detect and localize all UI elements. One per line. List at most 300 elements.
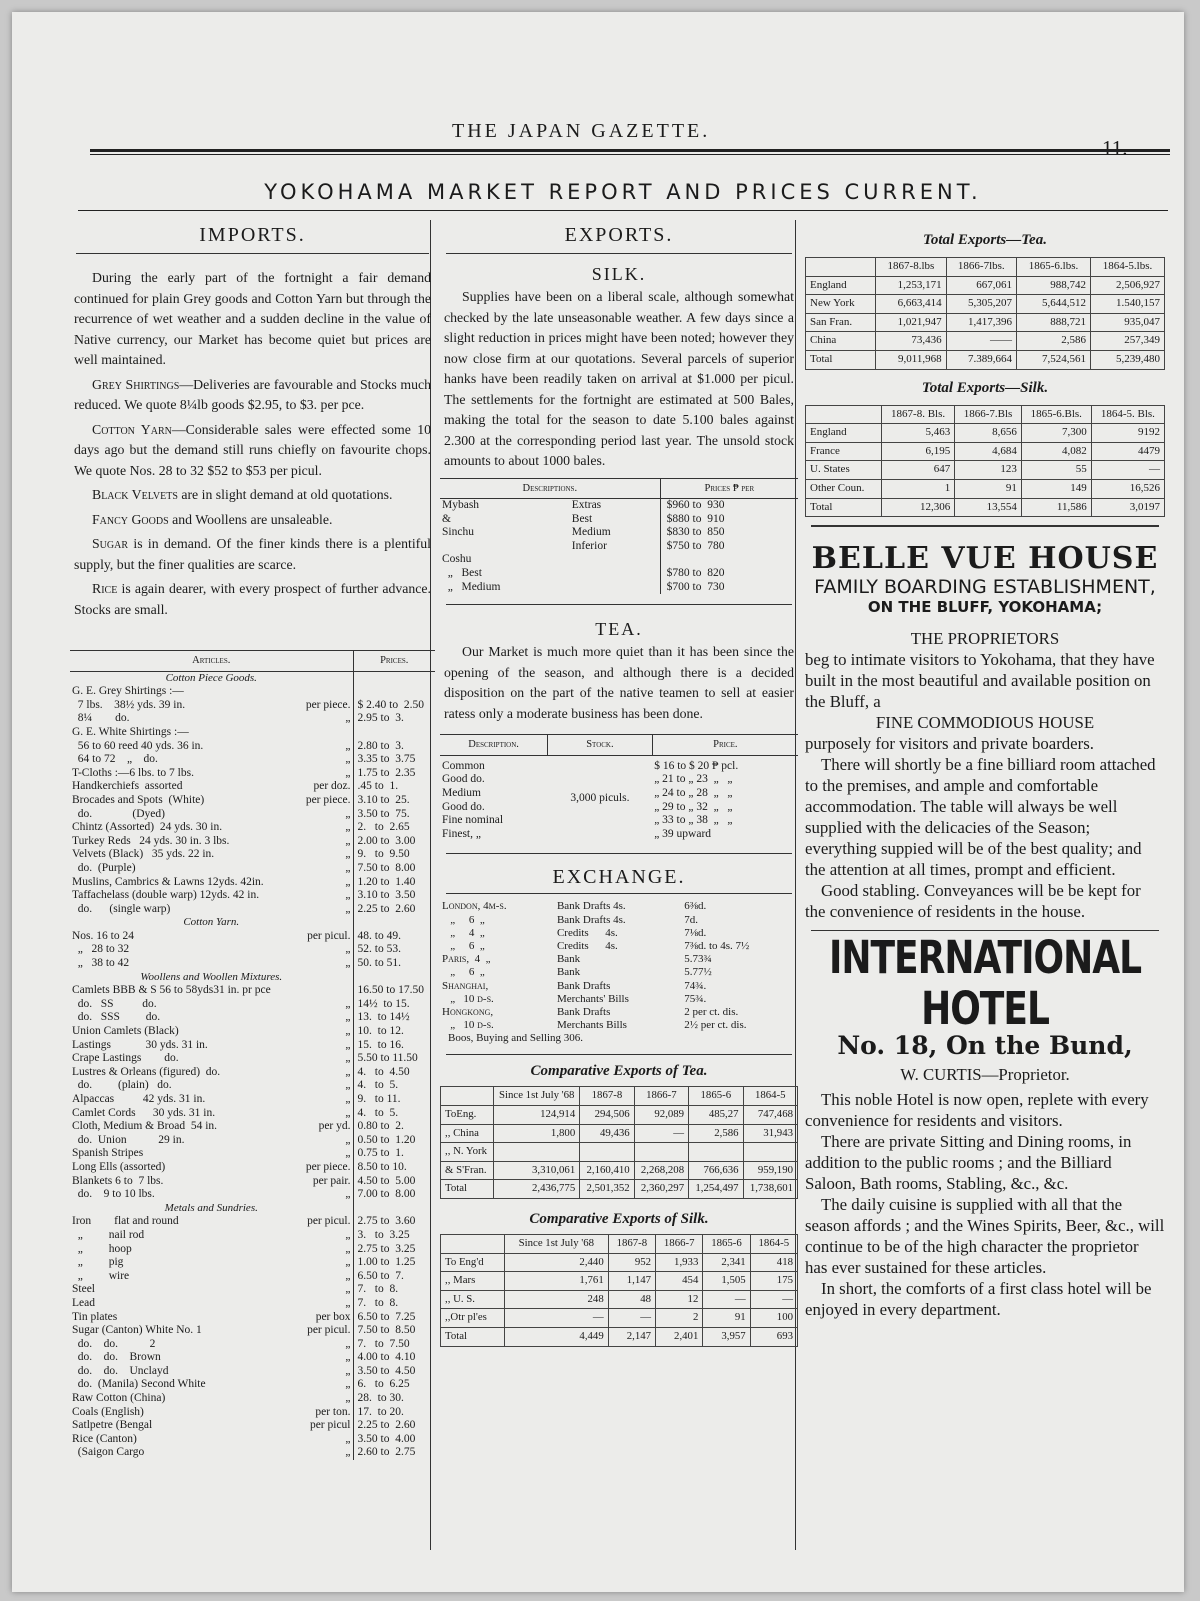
article-unit: „ — [345, 997, 351, 1010]
total-tea-cell: 7,524,561 — [1017, 350, 1091, 369]
article-price: 7.50 to 8.50 — [353, 1324, 435, 1338]
silk-grade: Coshu — [442, 553, 472, 566]
comp-tea-title: Comparative Exports of Tea. — [530, 1063, 708, 1080]
comp-tea-cell: 485,27 — [689, 1106, 743, 1125]
comp-silk-cell: 2,147 — [608, 1327, 655, 1346]
article-name: Satlpetre (Bengal — [72, 1419, 153, 1432]
exchange-rate: 2 per ct. dis. — [684, 1006, 739, 1019]
comp-tea-cell: 2,360,297 — [634, 1180, 688, 1199]
comp-tea-cell: 2,586 — [689, 1124, 743, 1143]
exchange-table — [440, 900, 798, 1032]
imports-para-lead: Grey Shirtings — [92, 376, 180, 392]
comp-silk-cell: 248 — [504, 1290, 608, 1309]
exchange-place: „ 6 „ — [442, 913, 485, 926]
exchange-end-rule — [446, 1054, 792, 1055]
comp-silk-cell: 4,449 — [504, 1327, 608, 1346]
article-unit: „ — [345, 1392, 351, 1405]
price-cell-blank — [353, 916, 435, 930]
exports-column — [440, 220, 798, 1347]
comp-silk-cell: 1,933 — [656, 1253, 703, 1272]
price-row — [70, 1378, 435, 1392]
price-row — [70, 1215, 435, 1229]
price-row — [70, 821, 435, 835]
imports-para-lead: Cotton Yarn — [92, 421, 172, 437]
comp-tea-row — [441, 1106, 798, 1125]
comp-tea-cell — [689, 1143, 743, 1162]
article-price: 5.50 to 11.50 — [353, 1052, 435, 1066]
article-unit: „ — [345, 1106, 351, 1119]
imports-para-text: —Deliveries are favourable and Stocks much reduced. We quote 8¼lb goods $2.95, to $3. per pce. — [74, 376, 431, 412]
exchange-rate: 7⅜d. to 4s. 7½ — [684, 940, 750, 953]
hotel-p1: This noble Hotel is now open, replete with every convenience for residents and visitors. — [805, 1090, 1149, 1131]
article-price: 3.10 to 25. — [353, 794, 435, 808]
price-row — [70, 740, 435, 754]
article-name: Blankets 6 to 7 lbs. — [72, 1174, 164, 1187]
total-silk-col-header: 1864-5. Bls. — [1091, 405, 1164, 424]
total-silk-col-header: 1865-6.Bls. — [1021, 405, 1091, 424]
price-row — [70, 808, 435, 822]
price-row — [70, 1270, 435, 1284]
price-row — [70, 835, 435, 849]
article-name: Long Ells (assorted) — [72, 1160, 166, 1173]
article-name: (Saigon Cargo — [72, 1446, 145, 1459]
comp-silk-cell: 693 — [750, 1327, 797, 1346]
article-unit: „ — [345, 1283, 351, 1296]
article-name: Sugar (Canton) White No. 1 — [72, 1324, 202, 1337]
price-row — [70, 1338, 435, 1352]
article-name: do. do. Unclayd — [72, 1364, 169, 1377]
comp-tea-row — [441, 1143, 798, 1162]
silk-grade: Sinchu — [442, 526, 474, 539]
price-row — [70, 699, 435, 713]
article-price — [353, 685, 435, 699]
hotel-title: INTERNATIONAL HOTEL — [828, 932, 1142, 1036]
price-row — [70, 712, 435, 726]
banner-rule — [78, 210, 1168, 211]
exchange-rate: 75¾. — [684, 992, 707, 1005]
comp-tea-cell: 1,800 — [494, 1124, 580, 1143]
imports-para — [74, 534, 431, 575]
article-name: do. do. Brown — [72, 1351, 161, 1364]
article-price: 3.50 to 75. — [353, 808, 435, 822]
article-price: 2.75 to 3.25 — [353, 1243, 435, 1257]
comp-silk-cell: 2,341 — [703, 1253, 750, 1272]
total-tea-cell: 7.389,664 — [946, 350, 1016, 369]
price-row — [70, 1079, 435, 1093]
silk-price-row — [440, 567, 798, 581]
comp-silk-cell: 2,401 — [656, 1327, 703, 1346]
article-name: do. (Purple) — [72, 861, 136, 874]
total-tea-cell: 5,644,512 — [1017, 295, 1091, 314]
article-name: Velvets (Black) 35 yds. 22 in. — [72, 848, 215, 861]
totals-ads-column — [805, 220, 1165, 1320]
exchange-heading: EXCHANGE. — [552, 866, 686, 889]
article-price: 15. to 16. — [353, 1039, 435, 1053]
article-unit: per doz. — [313, 780, 351, 793]
bellevue-house: FINE COMMODIOUS HOUSE — [875, 713, 1095, 733]
tea-prices-table — [440, 734, 798, 841]
imports-para-text: is in demand. Of the finer kinds there is a plentiful supply, but the finer qualities are scarce. — [74, 536, 431, 572]
price-section-row — [70, 671, 435, 685]
comp-silk-cell: — — [504, 1309, 608, 1328]
article-price: 3.10 to 3.50 — [353, 889, 435, 903]
article-name: do. SS do. — [72, 997, 157, 1010]
bellevue-sub1: FAMILY BOARDING ESTABLISHMENT, — [814, 576, 1156, 599]
exchange-footer: Boos, Buying and Selling 306. — [448, 1032, 584, 1045]
price-row — [70, 753, 435, 767]
total-tea-cell: 2,586 — [1017, 332, 1091, 351]
article-unit: „ — [345, 889, 351, 902]
comp-silk-cell: 454 — [656, 1272, 703, 1291]
exchange-rate: 7⅛d. — [684, 926, 707, 939]
tea-price: „ 39 upward — [654, 827, 712, 840]
article-name: Cloth, Medium & Broad 54 in. — [72, 1120, 218, 1133]
imports-rule — [76, 253, 429, 254]
silk-price-row — [440, 553, 798, 567]
price-section-label: Cotton Yarn. — [183, 916, 240, 929]
article-price: 4. to 5. — [353, 1107, 435, 1121]
article-unit: „ — [345, 1065, 351, 1078]
imports-para-text: —Considerable sales were effected some 10 days ago but the demand still runs chiefly on favourite chops. We quote Nos. 28 to 32 $52 to $53 per picul. — [74, 421, 431, 478]
price-section-label: Cotton Piece Goods. — [165, 671, 257, 684]
comp-silk-col-header — [441, 1235, 505, 1254]
silk-price-row — [440, 513, 798, 527]
total-tea-title: Total Exports—Tea. — [923, 232, 1047, 248]
article-name: Muslins, Cambrics & Lawns 12yds. 42in. — [72, 875, 264, 888]
comp-tea-row — [441, 1124, 798, 1143]
comp-silk-row-label: ,, U. S. — [441, 1290, 505, 1309]
price-section-row — [70, 971, 435, 985]
imports-para — [74, 485, 431, 506]
price-row — [70, 780, 435, 794]
total-tea-col-header: 1866-7lbs. — [946, 258, 1016, 277]
comp-tea-table — [440, 1086, 798, 1199]
article-name: T-Cloths :—6 lbs. to 7 lbs. — [72, 766, 194, 779]
hotel-p4: In short, the comforts of a first class hotel will be enjoyed in every department. — [805, 1279, 1152, 1320]
article-name: Rice (Canton) — [72, 1432, 137, 1445]
article-unit: per yd. — [318, 1120, 351, 1133]
article-name: do. Union 29 in. — [72, 1133, 185, 1146]
article-name: Coals (English) — [72, 1405, 144, 1418]
price-row — [70, 889, 435, 903]
total-tea-row-label: San Fran. — [806, 313, 876, 332]
price-row — [70, 1351, 435, 1365]
article-price: 8.50 to 10. — [353, 1161, 435, 1175]
price-row — [70, 848, 435, 862]
comp-tea-cell: 2,436,775 — [494, 1180, 580, 1199]
comp-tea-cell: 959,190 — [743, 1161, 797, 1180]
price-row — [70, 1039, 435, 1053]
article-price: 4. to 4.50 — [353, 1066, 435, 1080]
article-price: 3.50 to 4.00 — [353, 1433, 435, 1447]
market-report-banner: YOKOHAMA MARKET REPORT AND PRICES CURRENT. — [264, 180, 982, 204]
comp-tea-cell: 2,501,352 — [580, 1180, 634, 1199]
comp-silk-cell: 2,440 — [504, 1253, 608, 1272]
article-price: 4.00 to 4.10 — [353, 1351, 435, 1365]
price-row — [70, 1161, 435, 1175]
article-unit: „ — [345, 1296, 351, 1309]
import-prices-table — [70, 650, 435, 1460]
comp-silk-cell: 3,957 — [703, 1327, 750, 1346]
silk-grade — [440, 540, 570, 554]
exchange-row — [440, 953, 798, 966]
tea-text-block — [440, 642, 798, 724]
exchange-place: Hongkong, — [442, 1006, 494, 1019]
total-silk-cell: 4479 — [1091, 442, 1164, 461]
total-silk-cell: 16,526 — [1091, 479, 1164, 498]
total-silk-row-label: Other Coun. — [806, 479, 882, 498]
article-price: 2.75 to 3.60 — [353, 1215, 435, 1229]
article-unit: per piece. — [305, 1160, 351, 1173]
article-name: „ pig — [72, 1256, 124, 1269]
price-row — [70, 794, 435, 808]
article-unit: per box — [315, 1310, 351, 1323]
total-tea-col-header: 1864-5.lbs. — [1090, 258, 1164, 277]
article-name: do. (Manila) Second White — [72, 1378, 206, 1391]
article-price: 7. to 8. — [353, 1297, 435, 1311]
hotel-p3: The daily cuisine is supplied with all that the season affords ; and the Wines Spirits, Beer, &c., will continue to be of the high character the proprietor has ever sustained for these articles. — [805, 1195, 1165, 1278]
article-name: do. 9 to 10 lbs. — [72, 1188, 155, 1201]
price-row — [70, 998, 435, 1012]
article-name: „ nail rod — [72, 1228, 145, 1241]
total-silk-row-label: Total — [806, 498, 882, 517]
silk-text: Supplies have been on a liberal scale, although somewhat checked by the late unseasonable weather. A few days since a slight reduction in prices might have been noted; however they now close firm at our quotations. Several parcels of superior hanks have been readily taken on arrival at $1.000 per picul. The settlements for the fortnight are estimated at 500 Bales, making the total for the season to date 5.100 bales against 2.300 at the corresponding period last year. The unsold stock amounts to about 1000 bales. — [444, 289, 794, 468]
price-row — [70, 862, 435, 876]
exchange-instrument: Bank Drafts — [556, 979, 611, 992]
exchange-place: „ 10 d-s. — [442, 1019, 494, 1032]
article-unit: „ — [345, 1025, 351, 1038]
article-name: 64 to 72 „ do. — [72, 753, 158, 766]
total-tea-cell: 1,021,947 — [876, 313, 946, 332]
exchange-place: „ 10 d-s. — [442, 992, 494, 1005]
comp-silk-row-label: ,,Otr pl'es — [441, 1309, 505, 1328]
article-price: 28. to 30. — [353, 1392, 435, 1406]
price-row — [70, 1107, 435, 1121]
article-name: Nos. 16 to 24 — [72, 929, 134, 942]
silk-price: $700 to 730 — [660, 581, 798, 595]
article-unit: „ — [345, 1242, 351, 1255]
exchange-place: „ 4 „ — [442, 926, 485, 939]
masthead-title: THE JAPAN GAZETTE. — [452, 120, 711, 142]
silk-price — [660, 553, 798, 567]
comp-silk-cell: 418 — [750, 1253, 797, 1272]
total-tea-cell: 9,011,968 — [876, 350, 946, 369]
comp-tea-cell: 1,738,601 — [743, 1180, 797, 1199]
price-row — [70, 1188, 435, 1202]
article-unit: „ — [345, 834, 351, 847]
comp-tea-col-header: Since 1st July '68 — [494, 1087, 580, 1106]
comp-tea-row-label: ,, N. York — [441, 1143, 494, 1162]
total-silk-cell: 91 — [955, 479, 1022, 498]
article-unit: per picul. — [307, 1324, 351, 1337]
comp-tea-cell: 3,310,061 — [494, 1161, 580, 1180]
article-name: Spanish Stripes — [72, 1147, 144, 1160]
exchange-rate: 7d. — [684, 913, 698, 926]
silk-grade: „ Medium — [442, 580, 501, 593]
exchange-row — [440, 980, 798, 993]
comp-tea-cell: 294,506 — [580, 1106, 634, 1125]
comp-silk-cell: 952 — [608, 1253, 655, 1272]
article-price — [353, 726, 435, 740]
comp-silk-cell: 12 — [656, 1290, 703, 1309]
price-row — [70, 1120, 435, 1134]
imports-para-lead: Sugar — [92, 536, 129, 551]
total-tea-row — [806, 332, 1165, 351]
total-silk-cell: 9192 — [1091, 424, 1164, 443]
article-unit: „ — [345, 821, 351, 834]
article-name: Handkerchiefs assorted — [72, 780, 183, 793]
total-tea-col-header: 1867-8.lbs — [876, 258, 946, 277]
imports-heading: IMPORTS. — [199, 224, 306, 246]
total-silk-cell: 7,300 — [1021, 424, 1091, 443]
comp-tea-cell — [743, 1143, 797, 1162]
total-tea-col-header: 1865-6.lbs. — [1017, 258, 1091, 277]
comp-silk-cell: — — [608, 1309, 655, 1328]
comp-silk-table — [440, 1234, 798, 1347]
article-price: 6. to 6.25 — [353, 1378, 435, 1392]
silk-quality — [570, 581, 660, 595]
total-silk-row — [806, 479, 1165, 498]
article-unit: „ — [345, 1256, 351, 1269]
article-unit: „ — [345, 875, 351, 888]
prices-header-row — [70, 651, 435, 672]
total-silk-cell: 55 — [1021, 461, 1091, 480]
article-price: 1.20 to 1.40 — [353, 876, 435, 890]
total-silk-cell: 123 — [955, 461, 1022, 480]
article-price: 3.35 to 3.75 — [353, 753, 435, 767]
imports-para-lead: Rice — [92, 581, 118, 596]
article-price: 10. to 12. — [353, 1025, 435, 1039]
total-silk-cell: 13,554 — [955, 498, 1022, 517]
article-unit: „ — [345, 1133, 351, 1146]
article-unit: „ — [345, 753, 351, 766]
total-tea-cell: 667,061 — [946, 276, 1016, 295]
comp-silk-cell: 175 — [750, 1272, 797, 1291]
comp-tea-cell: 766,636 — [689, 1161, 743, 1180]
comp-tea-row-label: ,, China — [441, 1124, 494, 1143]
comp-silk-col-header: 1867-8 — [608, 1235, 655, 1254]
exchange-instrument: Bank — [556, 966, 581, 979]
imports-para-text: are in slight demand at old quotations. — [177, 487, 393, 502]
ads-rule — [811, 525, 1159, 527]
total-silk-cell: 3,0197 — [1091, 498, 1164, 517]
tea-description: Good do. — [442, 800, 485, 813]
article-unit: per piece. — [305, 698, 351, 711]
exchange-row — [440, 914, 798, 927]
exchange-row — [440, 940, 798, 953]
article-unit: per pair. — [312, 1174, 351, 1187]
total-silk-cell: 4,082 — [1021, 442, 1091, 461]
total-tea-row-label: China — [806, 332, 876, 351]
article-unit: „ — [345, 807, 351, 820]
silk-end-rule — [446, 604, 792, 605]
silk-price: $880 to 910 — [660, 513, 798, 527]
total-silk-cell: 6,195 — [881, 442, 954, 461]
price-section-row — [70, 1202, 435, 1216]
article-unit: „ — [345, 1364, 351, 1377]
exchange-row — [440, 1006, 798, 1019]
imports-para — [74, 375, 431, 416]
tea-description: Good do. — [442, 773, 485, 786]
total-tea-cell: 2,506,927 — [1090, 276, 1164, 295]
total-silk-cell: 647 — [881, 461, 954, 480]
exchange-instrument: Credits 4s. — [556, 940, 618, 953]
exchange-rate: 5.77½ — [684, 966, 712, 979]
silk-grade: „ Best — [442, 567, 482, 580]
total-silk-cell: 1 — [881, 479, 954, 498]
article-unit: „ — [345, 1093, 351, 1105]
total-silk-col-header: 1866-7.Bls — [955, 405, 1022, 424]
article-name: do. SSS do. — [72, 1011, 161, 1024]
article-unit — [298, 984, 353, 998]
imports-para — [74, 579, 431, 620]
comp-silk-row-label: Total — [441, 1327, 505, 1346]
total-silk-row — [806, 442, 1165, 461]
article-unit: „ — [345, 861, 351, 874]
total-silk-row-label: England — [806, 424, 882, 443]
article-price: 7. to 8. — [353, 1283, 435, 1297]
article-price: 6.50 to 7. — [353, 1270, 435, 1284]
article-name: „ hoop — [72, 1242, 132, 1255]
hotel-rule — [811, 930, 1159, 931]
article-unit: „ — [345, 1147, 351, 1160]
total-tea-row — [806, 313, 1165, 332]
comp-tea-cell: 124,914 — [494, 1106, 580, 1125]
exchange-instrument: Merchants Bills — [556, 1019, 627, 1032]
newspaper-page — [12, 12, 1184, 1592]
tea-end-rule — [446, 853, 792, 854]
bellevue-body — [805, 649, 1165, 922]
tea-desc-header: Description. — [440, 735, 548, 756]
price-row — [70, 726, 435, 740]
article-unit: per piece. — [305, 793, 351, 806]
bellevue-p4: Good stabling. Conveyances will be be kept for the convenience of residents in the house. — [805, 881, 1141, 922]
hotel-p2: There are private Sitting and Dining rooms, in addition to the public rooms ; and the Billiard Saloon, Bath rooms, Stabling, &c., &c. — [805, 1132, 1132, 1194]
imports-para — [74, 510, 431, 531]
article-unit: „ — [345, 1011, 351, 1024]
total-silk-cell: 4,684 — [955, 442, 1022, 461]
article-price: 2.25 to 2.60 — [353, 903, 435, 917]
total-tea-row-label: England — [806, 276, 876, 295]
article-price: 2.80 to 3. — [353, 740, 435, 754]
article-unit: „ — [345, 1228, 351, 1241]
total-silk-row-label: U. States — [806, 461, 882, 480]
comp-silk-row — [441, 1290, 798, 1309]
imports-text — [70, 268, 435, 620]
imports-column — [70, 220, 435, 1460]
tea-header-row — [440, 735, 798, 756]
article-price: 2.95 to 3. — [353, 712, 435, 726]
article-name: 56 to 60 reed 40 yds. 36 in. — [72, 739, 204, 752]
article-name: Lastings 30 yds. 31 in. — [72, 1038, 208, 1051]
bellevue-ad — [805, 541, 1165, 922]
article-price: 0.75 to 1. — [353, 1147, 435, 1161]
exchange-instrument: Bank Drafts 4s. — [556, 913, 626, 926]
bellevue-p1: beg to intimate visitors to Yokohama, that they have built in the most beautiful and available position on the Bluff, a — [805, 650, 1155, 712]
article-unit: „ — [345, 712, 351, 725]
article-unit: „ — [345, 1337, 351, 1350]
exchange-place: „ 6 „ — [442, 966, 485, 979]
silk-quality: Extras — [571, 499, 602, 512]
article-unit: „ — [345, 1446, 351, 1459]
article-price: 9. to 11. — [353, 1093, 435, 1107]
article-unit: „ — [345, 943, 351, 956]
article-name: Camlets BBB & S 56 to 58yds31 in. pr pce — [72, 984, 271, 997]
article-price: 17. to 20. — [353, 1406, 435, 1420]
imports-para — [74, 420, 431, 482]
article-name: do. (plain) do. — [72, 1079, 172, 1092]
hotel-address: No. 18, On the Bund, — [837, 1031, 1133, 1061]
